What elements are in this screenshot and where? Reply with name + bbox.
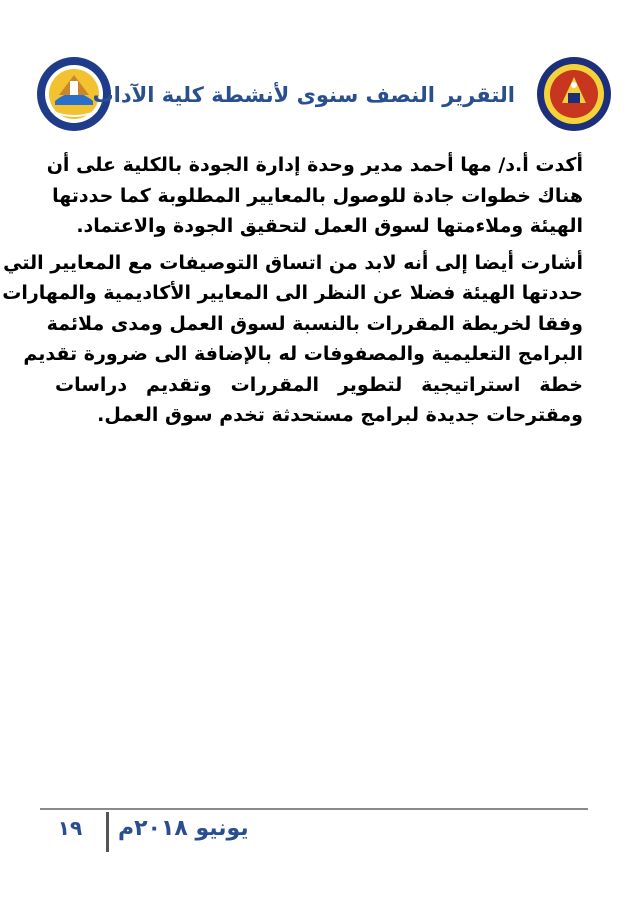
text-line: البرامج التعليمية والمصفوفات له بالإضافة الى ضرورة تقديم (23, 343, 583, 365)
text-line: أكدت أ.د/ مها أحمد مدير وحدة إدارة الجودة بالكلية على أن (46, 154, 583, 176)
faculty-of-arts-logo (535, 55, 613, 133)
text-line: الهيئة وملاءمتها لسوق العمل لتحقيق الجودة والاعتماد. (76, 215, 583, 237)
text-line: خطة استراتيجية لتطوير المقررات وتقديم دراسات (55, 373, 583, 396)
footer-divider (106, 812, 109, 852)
report-body (2, 150, 583, 437)
text-line: حددتها الهيئة فضلا عن النظر الى المعايير الأكاديمية والمهارات (2, 282, 583, 304)
report-title: التقرير النصف سنوى لأنشطة كلية الآداب (92, 83, 515, 107)
page-footer (40, 808, 588, 868)
text-line: هناك خطوات جادة للوصول بالمعايير المطلوبة كما حددتها (52, 184, 583, 207)
text-line: وفقا لخريطة المقررات بالنسبة لسوق العمل ومدى ملائمة (46, 312, 583, 335)
footer-date: يونيو ٢٠١٨م (118, 816, 249, 841)
paragraph-quality-unit (46, 150, 583, 242)
page-number: ١٩ (57, 816, 83, 840)
text-line: ومقترحات جديدة لبرامج مستحدثة تخدم سوق العمل. (97, 404, 583, 426)
paragraph-standards (2, 248, 583, 431)
footer-rule (40, 808, 588, 810)
page-header (25, 55, 613, 135)
text-line: أشارت أيضا إلى أنه لابد من اتساق التوصيفات مع المعايير التي (3, 251, 583, 274)
